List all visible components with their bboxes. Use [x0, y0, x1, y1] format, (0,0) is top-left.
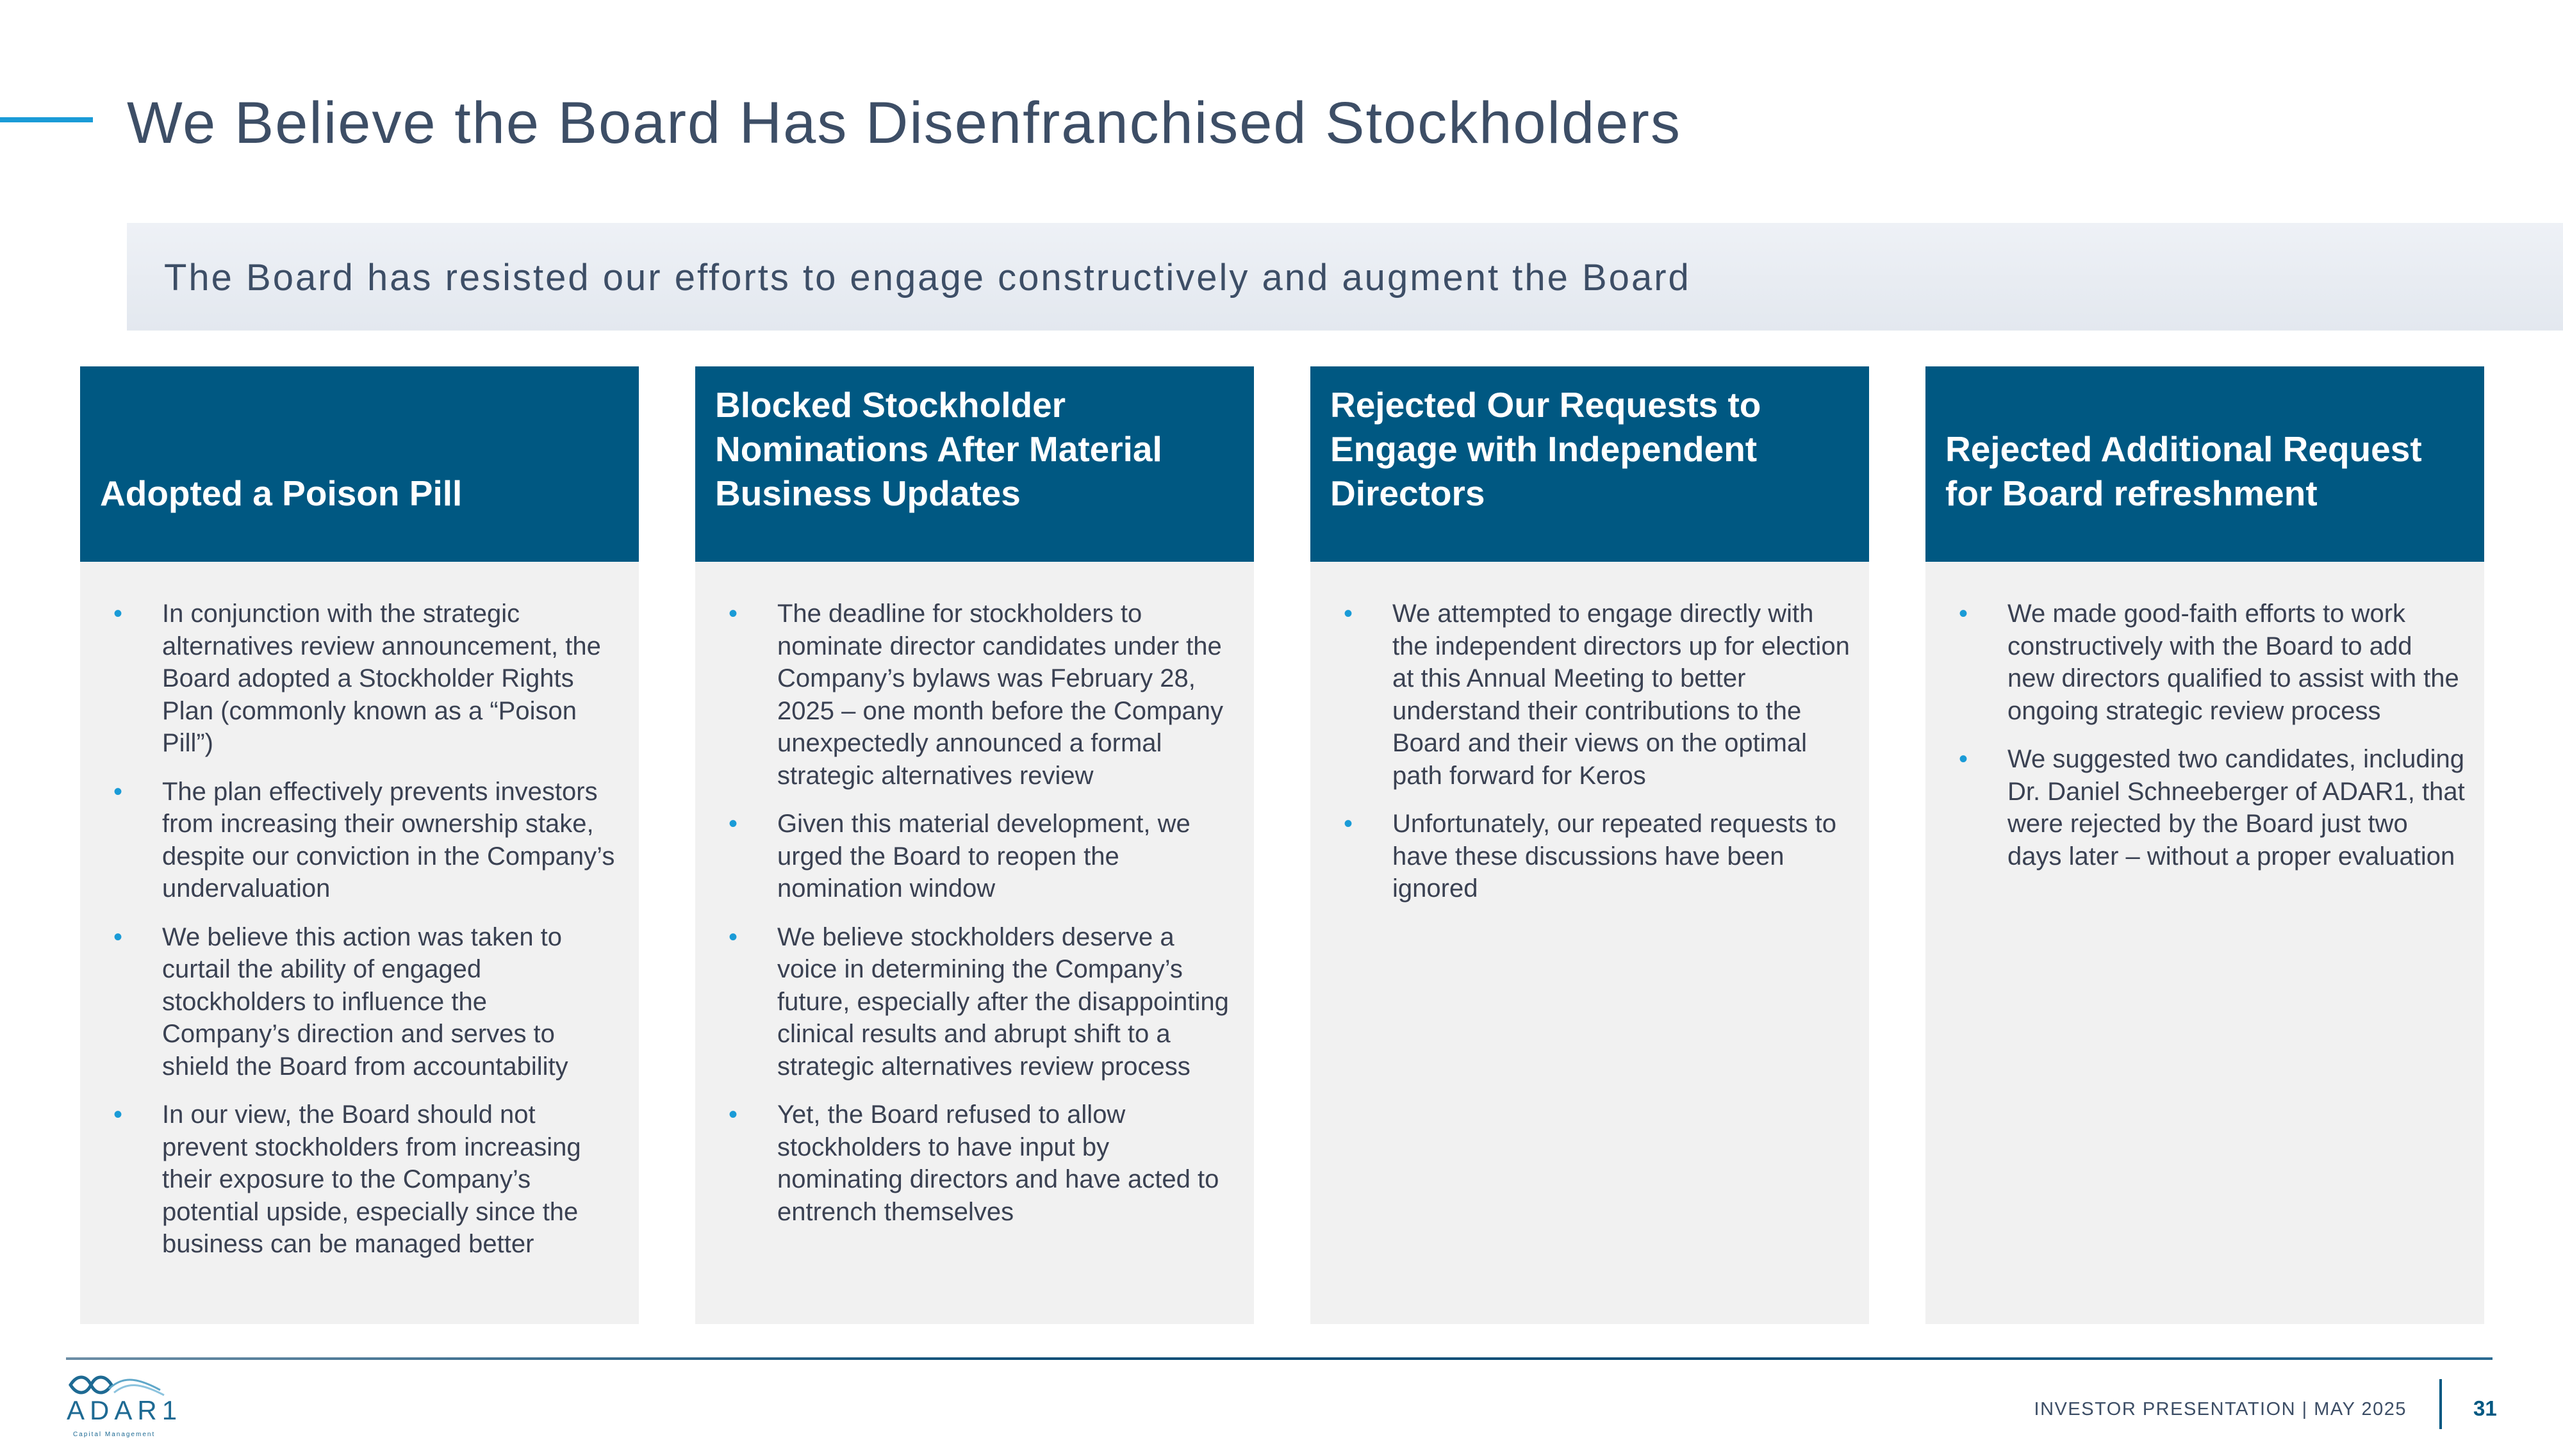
bullet-item: [714, 1099, 1235, 1228]
bullet-text: Yet, the Board refused to allow stockholders to have input by nominating directors and have acted to entrench themselves: [777, 1100, 1219, 1226]
bullet-item: [1945, 598, 2465, 727]
bullet-list: [1330, 598, 1850, 905]
column-board-refreshment: [1925, 366, 2484, 1324]
bullet-icon: •: [113, 600, 123, 628]
column-heading: Rejected Our Requests to Engage with Independent Directors: [1330, 385, 1761, 513]
bullet-text: Given this material development, we urged the Board to reopen the nomination window: [777, 810, 1191, 903]
column-body: [1310, 562, 1869, 1324]
column-header: [1925, 366, 2484, 562]
subtitle-band: [127, 223, 2563, 331]
page-title: We Believe the Board Has Disenfranchised Stockholders: [127, 90, 1681, 156]
bullet-item: [714, 921, 1235, 1083]
bullet-icon: •: [729, 922, 738, 951]
bullet-icon: •: [1959, 745, 1968, 773]
bullet-icon: •: [729, 1100, 738, 1129]
bullet-item: [99, 598, 620, 760]
footer-divider: [2439, 1379, 2442, 1429]
column-heading: Blocked Stockholder Nominations After Material Business Updates: [715, 385, 1162, 513]
bullet-text: The deadline for stockholders to nominate director candidates under the Company’s bylaws was February 28, 2025 – one month before the Company unexpectedly announced a formal strategic alternatives review: [777, 600, 1224, 790]
bullet-icon: •: [113, 1100, 123, 1129]
bullet-icon: •: [729, 810, 738, 838]
column-heading: Rejected Additional Request for Board refreshment: [1945, 429, 2422, 513]
bullet-icon: •: [113, 777, 123, 806]
bullet-text: Unfortunately, our repeated requests to have these discussions have been ignored: [1392, 810, 1837, 903]
bullet-icon: •: [1344, 810, 1353, 838]
bullet-text: We made good-faith efforts to work constructively with the Board to add new directors qualified to assist with the ongoing strategic review process: [2007, 600, 2459, 725]
bullet-item: [99, 921, 620, 1083]
logo-subtext: Capital Management: [73, 1431, 156, 1438]
column-independent-directors: [1310, 366, 1869, 1324]
column-header: [80, 366, 639, 562]
bullet-item: [1330, 598, 1850, 792]
footer-label: INVESTOR PRESENTATION | MAY 2025: [2034, 1399, 2407, 1419]
bullet-icon: •: [113, 922, 123, 951]
bullet-item: [99, 776, 620, 905]
footer-rule: [66, 1357, 2493, 1360]
title-accent-line: [0, 117, 93, 122]
column-body: [80, 562, 639, 1324]
bullet-item: [714, 598, 1235, 792]
bullet-list: [714, 598, 1235, 1228]
bullet-text: We believe this action was taken to curtail the ability of engaged stockholders to influence the Company’s direction and serves to shield the Board from accountability: [162, 922, 568, 1081]
subtitle: The Board has resisted our efforts to engage constructively and augment the Board: [164, 257, 1691, 299]
bullet-list: [1945, 598, 2465, 872]
column-body: [1925, 562, 2484, 1324]
column-poison-pill: [80, 366, 639, 1324]
page-number: 31: [2473, 1396, 2497, 1420]
bullet-text: In our view, the Board should not prevent stockholders from increasing their exposure to the Company’s potential upside, especially since the business can be managed better: [162, 1100, 581, 1258]
bullet-text: We believe stockholders deserve a voice in determining the Company’s future, especially after the disappointing clinical results and abrupt shift to a strategic alternatives review process: [777, 922, 1229, 1081]
bullet-icon: •: [1959, 600, 1968, 628]
logo-wordmark: ADAR1: [67, 1395, 183, 1425]
bullet-item: [1945, 743, 2465, 872]
column-heading: Adopted a Poison Pill: [100, 473, 463, 513]
bullet-text: In conjunction with the strategic alternatives review announcement, the Board adopted a Stockholder Rights Plan (commonly known as a “Poison Pill”): [162, 600, 601, 757]
bullet-item: [1330, 808, 1850, 905]
bullet-list: [99, 598, 620, 1261]
bullet-text: We suggested two candidates, including Dr. Daniel Schneeberger of ADAR1, that were rejected by the Board just two days later – without a proper evaluation: [2007, 745, 2465, 871]
column-blocked-nominations: [695, 366, 1254, 1324]
bullet-text: The plan effectively prevents investors from increasing their ownership stake, despite our conviction in the Company’s undervaluation: [162, 777, 615, 903]
bullet-text: We attempted to engage directly with the independent directors up for election at this Annual Meeting to better understand their contributions to the Board and their views on the optimal path forward for Keros: [1392, 600, 1850, 790]
bullet-item: [714, 808, 1235, 905]
bullet-icon: •: [1344, 600, 1353, 628]
column-header: [695, 366, 1254, 562]
bullet-icon: •: [729, 600, 738, 628]
bullet-item: [99, 1099, 620, 1261]
column-body: [695, 562, 1254, 1324]
column-header: [1310, 366, 1869, 562]
